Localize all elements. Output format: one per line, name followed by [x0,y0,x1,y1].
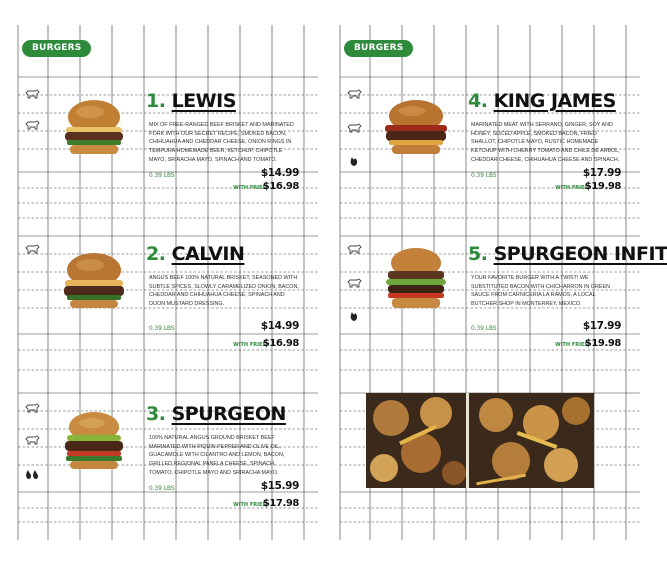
burger-feast-photo [366,393,594,488]
fries-row-lewis [18,181,318,198]
item-price: $17.99 [582,167,621,179]
burger-photo [48,90,140,165]
cow-icon [346,122,362,135]
with-fries-label: WITH FRIES [233,502,266,508]
cow-icon [24,88,40,101]
fries-row-spurgeon-infit [340,338,640,355]
with-fries-label: WITH FRIES [555,185,588,191]
menu-item-calvin[interactable] [18,238,318,353]
fries-price: $16.98 [262,338,299,349]
item-price: $14.99 [260,167,299,179]
item-title: 5. SPURGEON INFIT [468,243,667,265]
fries-price: $19.98 [584,181,621,192]
left-menu-page [18,0,318,568]
flame-icon [346,309,362,322]
item-price: $15.99 [260,480,299,492]
menu-item-spurgeon[interactable] [18,398,318,513]
cow-icon [346,88,362,101]
item-weight: 0.39 LBS [471,173,497,179]
fries-price: $19.98 [584,338,621,349]
fries-price: $17.98 [262,498,299,509]
item-weight: 0.39 LBS [149,326,175,332]
fries-price: $16.98 [262,181,299,192]
with-fries-label: WITH FRIES [233,342,266,348]
cow-icon [24,434,40,447]
burger-photo [370,90,462,165]
burger-photo [370,243,462,318]
fries-row-spurgeon [18,498,318,515]
item-title: 1. LEWIS [146,90,236,112]
cow-icon [346,277,362,290]
item-description: YOUR FAVORITE BURGER WITH A TWIST! WE SUBSTITUTED BACON WITH CHICHARRON IN GREEN SAUCE FROM CARNICERIA LA RAMOS, A LOCAL BUTCHER SHOP IN MONTERREY, MEXICO. [471,275,610,308]
fries-row-king-james [340,181,640,198]
item-weight: 0.39 LBS [149,173,175,179]
burger-photo [48,243,140,318]
burger-photo [48,403,140,478]
item-title: 4. KING JAMES [468,90,616,112]
item-description: 100% NATURAL ANGUS GROUND BRISKET BEEF MARINATED WITH PIQUIN PEPPER AND OLIVE OIL, GUACAMOLE WITH CILANTRO AND LEMON, BACON, GRILLED REGIONAL PANELA CHEESE, SPINACH, TOMATO, CHIPOTLE MAYO AND SRIRACHA MAYO. [149,435,285,476]
item-description: MARINATED MEAT WITH SERRANO, GINGER, SOY AND HONEY, SLICED APPLE, SMOKED BACON, FRIED SHALLOT, CHIPOTLE MAYO, RUSTIC HOMEMADE KETCHUP WITH CHERRY TOMATO AND CHILE DE ARBOL, CHEDDAR CHEESE, CHIHUAHUA CHEESE AND SPINACH. [471,122,620,163]
cow-icon [24,243,40,256]
fries-row-calvin [18,338,318,355]
double-flame-icon [24,467,40,480]
item-description: ANGUS BEEF 100% NATURAL BRISKET, SEASONED WITH SUBTLE SPICES, SLOWLY CARAMELIZED ONION, BACON, CHEDDAR AND CHIHUAHUA CHEESE, SPINACH AND DIJON MUSTARD DRESSING. [149,275,299,308]
item-weight: 0.39 LBS [471,326,497,332]
burgers-tab[interactable]: BURGERS [344,40,413,57]
flame-icon [346,154,362,167]
menu-item-spurgeon-infit[interactable] [340,238,667,353]
item-description: MIX OF FREE-RANGED BEEF BRISKET AND MARINATED PORK WITH OUR SECRET RECIPE, SMOKED BACON, CHIHUAHUA AND CHEDDAR CHEESE, ONION RINGS IN TEMPURA HOMEMADE BEER, KETCHUP, CHIPOTLE MAYO, SRIRACHA MAYO, SPINACH AND TOMATO. [149,122,294,163]
right-menu-page [340,0,667,568]
burgers-tab[interactable]: BURGERS [22,40,91,57]
with-fries-label: WITH FRIES [233,185,266,191]
item-price: $17.99 [582,320,621,332]
cow-icon [24,402,40,415]
cow-icon [24,119,40,132]
item-title: 2. CALVIN [146,243,245,265]
item-price: $14.99 [260,320,299,332]
cow-icon [346,243,362,256]
item-title: 3. SPURGEON [146,403,286,425]
item-weight: 0.39 LBS [149,486,175,492]
with-fries-label: WITH FRIES [555,342,588,348]
